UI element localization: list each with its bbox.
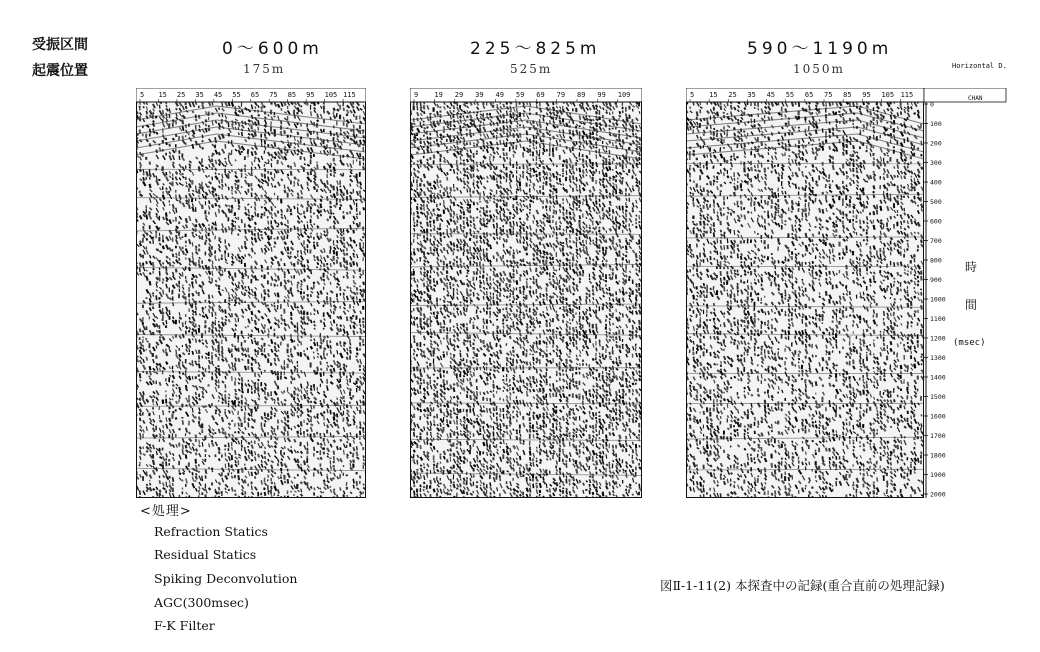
ruler-tick-label: 105 — [881, 91, 895, 99]
panel-1-range: 0～600m — [222, 39, 323, 59]
ruler-tick-label: 25 — [176, 91, 186, 99]
ruler-tick-label: 75 — [824, 91, 833, 99]
time-tick-label: 200 — [930, 139, 942, 148]
ruler-tick-label: 105 — [324, 91, 338, 99]
ruler-tick-label: 49 — [495, 91, 504, 99]
ruler-tick-label: 109 — [617, 91, 631, 99]
ruler-tick-label: 25 — [728, 91, 737, 99]
time-tick-label: 1500 — [930, 393, 946, 401]
ruler-tick-label: 69 — [536, 91, 545, 99]
time-tick-label: 1200 — [930, 334, 946, 343]
processing-item: Spiking Deconvolution — [154, 571, 298, 586]
time-axis-char-1: 時 — [965, 260, 978, 274]
ruler-tick-label: 115 — [900, 91, 914, 99]
seismic-panel-3 — [686, 88, 1008, 498]
shot-position-label: 起震位置 — [32, 63, 88, 79]
ruler-tick-label: 45 — [213, 91, 223, 99]
ruler-tick-label: 115 — [343, 91, 356, 99]
time-tick-label: 500 — [930, 198, 942, 206]
time-tick-label: 600 — [930, 217, 942, 226]
time-tick-label: 300 — [930, 159, 942, 167]
seismic-record-1 — [136, 88, 366, 498]
ruler-tick-label: 55 — [232, 91, 241, 99]
figure-caption: 図Ⅱ-1-11(2) 本探査中の記録(重合直前の処理記録) — [660, 578, 945, 593]
time-tick-label: 900 — [930, 276, 942, 284]
time-axis-char-2: 間 — [965, 298, 978, 312]
horizontal-distance-label: Horizontal D. — [952, 62, 1007, 70]
panel-1-shot: 175m — [243, 62, 286, 76]
ruler-tick-label: 39 — [475, 91, 484, 99]
ruler-tick-label: 15 — [709, 91, 718, 99]
ruler-tick-label: 65 — [250, 91, 260, 99]
seismic-record-2 — [410, 88, 642, 498]
panel-3-range: 590～1190m — [747, 39, 893, 59]
time-tick-label: 1800 — [930, 451, 946, 460]
time-tick-label: 2000 — [930, 490, 946, 498]
ruler-tick-label: 55 — [785, 91, 795, 99]
ruler-tick-label: 15 — [158, 91, 167, 99]
time-tick-label: 0 — [930, 100, 934, 109]
chan-label: CHAN — [968, 95, 983, 102]
seismic-panel-1 — [136, 88, 366, 498]
processing-item: AGC(300msec) — [154, 595, 249, 610]
ruler-tick-label: 45 — [766, 91, 776, 99]
time-tick-label: 700 — [930, 237, 942, 245]
ruler-tick-label: 79 — [556, 91, 566, 99]
time-tick-label: 1000 — [930, 295, 946, 304]
ruler-tick-label: 35 — [747, 91, 756, 99]
ruler-tick-label: 75 — [269, 91, 278, 99]
receiver-interval-label: 受振区間 — [32, 37, 88, 53]
ruler-tick-label: 65 — [804, 91, 814, 99]
ruler-tick-label: 85 — [843, 91, 852, 99]
processing-item: F-K Filter — [154, 618, 215, 633]
panel-2-shot: 525m — [510, 62, 553, 76]
time-tick-label: 1100 — [930, 315, 946, 323]
processing-item: Residual Statics — [154, 547, 257, 562]
ruler-tick-label: 59 — [515, 91, 525, 99]
ruler-tick-label: 99 — [597, 91, 606, 99]
ruler-tick-label: 5 — [690, 91, 695, 99]
ruler-tick-label: 95 — [306, 91, 315, 99]
seismic-record-3 — [686, 88, 1008, 498]
ruler-tick-label: 5 — [140, 91, 145, 99]
time-tick-label: 100 — [930, 120, 942, 128]
time-tick-label: 1300 — [930, 354, 946, 362]
time-tick-label: 800 — [930, 256, 942, 265]
processing-item: Refraction Statics — [154, 524, 268, 539]
time-tick-label: 1700 — [930, 432, 946, 440]
panel-2-range: 225～825m — [470, 39, 601, 59]
panel-3-shot: 1050m — [793, 62, 845, 76]
time-tick-label: 1400 — [930, 373, 946, 382]
ruler-tick-label: 9 — [414, 91, 419, 99]
ruler-tick-label: 19 — [434, 91, 443, 99]
ruler-tick-label: 85 — [287, 91, 297, 99]
time-tick-label: 1600 — [930, 412, 946, 421]
seismic-panel-2 — [410, 88, 642, 498]
ruler-tick-label: 95 — [862, 91, 871, 99]
time-tick-label: 1900 — [930, 471, 946, 479]
ruler-tick-label: 35 — [195, 91, 204, 99]
ruler-tick-label: 89 — [576, 91, 586, 99]
time-axis-unit: (msec) — [953, 338, 986, 348]
processing-heading: <処理> — [140, 504, 192, 519]
ruler-tick-label: 29 — [454, 91, 464, 99]
time-tick-label: 400 — [930, 178, 942, 187]
